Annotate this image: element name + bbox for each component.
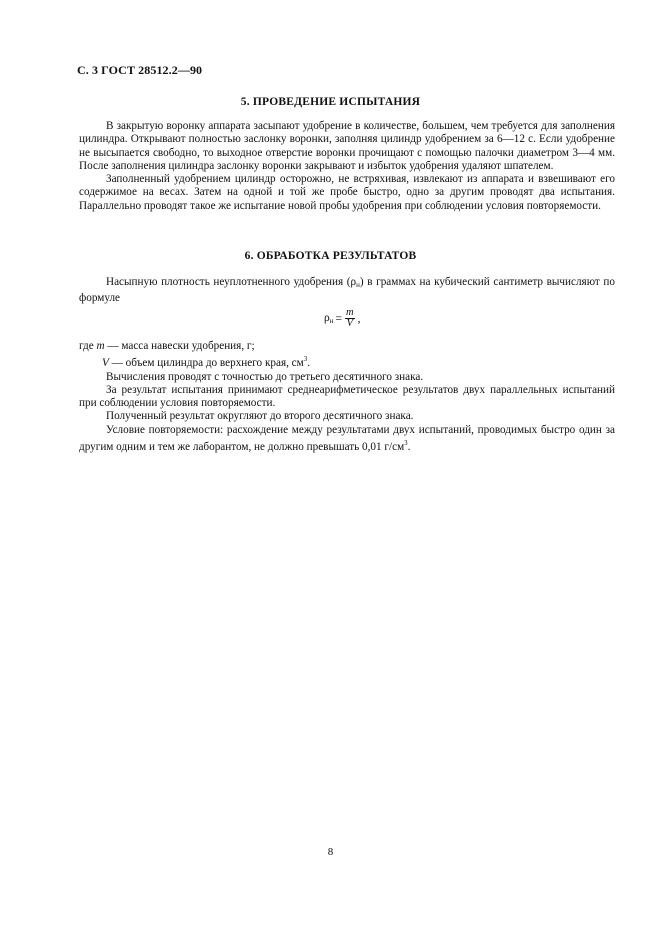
result-paragraph: За результат испытания принимают среднеарифметическое результатов двух параллельных испытаний при соблюдении условия повторяемости. xyxy=(79,383,615,410)
intro-text-after: ) в граммах на кубический сантиметр вычисляют по формуле xyxy=(79,276,616,305)
rounding-paragraph: Полученный результат округляют до второго десятичного знака. xyxy=(106,410,414,423)
repeatability-end: . xyxy=(407,441,411,454)
where-v-text: — объем цилиндра до верхнего края, см xyxy=(108,357,304,370)
where-m-line xyxy=(79,340,615,353)
page-number: 8 xyxy=(327,846,334,858)
formula-lhs xyxy=(324,312,334,325)
section-5-body xyxy=(79,120,615,213)
repeatability-superscript: 3 xyxy=(404,439,408,448)
formula-trailing: , xyxy=(357,312,361,325)
section-6-intro-paragraph xyxy=(79,276,615,306)
where-m-symbol: m xyxy=(96,340,105,352)
section-6-heading: 6. ОБРАБОТКА РЕЗУЛЬТАТОВ xyxy=(244,250,417,262)
section-5-paragraph-2: Заполненный удобрением цилиндр осторожно, не встряхивая, извлекают из аппарата и взвешивают его содержимое на весах. Затем на одной и той же пробе быстро, одно за другим проводят два испытания. Параллельно проводят такое же испытание новой пробы удобрения при соблюдении условия повторяемости. xyxy=(79,173,615,212)
where-v-line xyxy=(79,353,615,370)
precision-paragraph: Вычисления проводят с точностью до третьего десятичного знака. xyxy=(106,370,424,383)
section-5-paragraph-1: В закрытую воронку аппарата засыпают удобрение в количестве, большем, чем требуется для заполнения цилиндра. Открывают полностью заслонку воронки, заполняя цилиндр удобрением за 6—12 с. Если удобрение не высыпается свободно, то выходное отверстие воронки прочищают с помощью палочки диаметром 3—4 мм. После заполнения цилиндра заслонку воронки закрывают и избыток удобрения удаляют шпателем. xyxy=(79,120,615,172)
formula-fraction xyxy=(345,308,355,329)
repeatability-text: Условие повторяемости: расхождение между результатами двух испытаний, проводимых быстро один за другим одним и тем же лаборантом, не должно превышать 0,01 г/см xyxy=(79,423,615,454)
where-v-symbol: V xyxy=(102,357,109,370)
running-head: С. 3 ГОСТ 28512.2—90 xyxy=(77,63,203,77)
density-formula xyxy=(324,308,360,329)
section-6-intro xyxy=(79,276,615,306)
where-m-text: — масса навески удобрения, г; xyxy=(104,340,255,352)
formula-numerator: m xyxy=(346,307,354,318)
where-v-superscript: 3 xyxy=(303,355,308,364)
where-prefix: где xyxy=(79,340,97,352)
intro-text-before: Насыпную плотность неуплотненного удобрения ( xyxy=(106,276,351,288)
rho-subscript: н xyxy=(356,281,360,289)
formula-equals: = xyxy=(335,312,342,325)
formula-rho-subscript: н xyxy=(329,317,334,325)
rho-symbol: ρ xyxy=(350,276,357,288)
where-v-end: . xyxy=(307,357,311,370)
formula-rho: ρ xyxy=(324,312,330,324)
formula-denominator: V xyxy=(346,318,353,329)
repeatability-paragraph xyxy=(79,424,615,455)
section-5-heading: 5. ПРОВЕДЕНИЕ ИСПЫТАНИЯ xyxy=(240,96,421,108)
section-6-body xyxy=(79,340,615,454)
